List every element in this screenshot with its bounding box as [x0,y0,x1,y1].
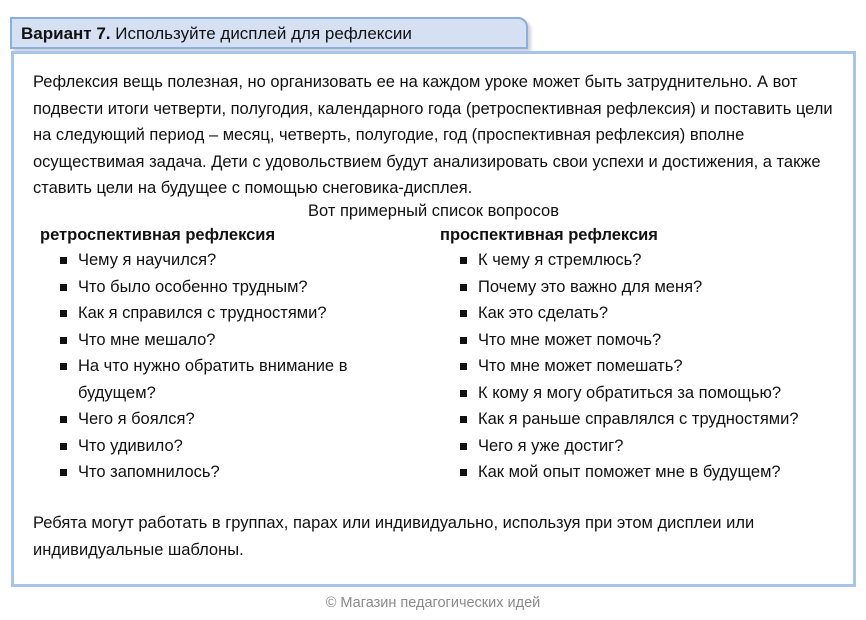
prospective-column [440,224,840,486]
list-item-text: Чего я уже достиг? [478,436,624,455]
square-bullet-icon [60,443,67,450]
list-item-text: Что запомнилось? [78,463,220,481]
square-bullet-icon [460,337,467,344]
list-item-text: На что нужно обратить внимание в будущем? [78,357,348,402]
retrospective-title: ретроспективная рефлексия [40,226,276,244]
list-item [440,380,840,407]
square-bullet-icon [60,310,67,317]
list-item [40,406,420,433]
list-item [40,433,420,460]
square-bullet-icon [460,390,467,397]
list-item-text: Что мне может помешать? [478,357,683,375]
square-bullet-icon [60,363,67,370]
list-item-text: Как мой опыт поможет мне в будущем? [478,463,781,481]
content-panel [11,51,856,587]
list-item [440,353,840,380]
questions-caption: Вот примерный список вопросов [308,202,559,220]
section-title: Используйте дисплей для рефлексии [110,24,412,43]
list-item [40,247,420,274]
list-item [40,459,420,486]
list-item-text: Чему я научился? [78,251,217,269]
list-item-text: Чего я боялся? [78,410,195,428]
list-item-text: Как я справился с трудностями? [78,304,327,322]
square-bullet-icon [460,443,467,450]
list-item [440,247,840,274]
square-bullet-icon [460,257,467,264]
list-item [40,327,420,354]
list-item [440,433,840,460]
intro-paragraph: Рефлексия вещь полезная, но организовать ее на каждом уроке может быть затруднительно. А вот подвести итоги четверти, полугодия, календарного года (ретроспективная рефлексия) и поставить цели на следующий период – месяц, четверть, полугодие, год (проспективная рефлексия) вполне осуществимая задача. Дети с удовольствием будут анализировать свои успехи и достижения, а также ставить цели на будущее с помощью снеговика-дисплея. [33,73,833,197]
prospective-list [440,247,840,486]
square-bullet-icon [460,416,467,423]
square-bullet-icon [60,416,67,423]
square-bullet-icon [460,284,467,291]
square-bullet-icon [60,284,67,291]
square-bullet-icon [60,337,67,344]
square-bullet-icon [460,363,467,370]
list-item-text: Что удивило? [78,436,183,455]
square-bullet-icon [460,469,467,476]
list-item-text: Почему это важно для меня? [478,277,703,296]
variant-number: Вариант 7. [21,24,111,43]
list-item-text: Что мне мешало? [78,330,216,349]
square-bullet-icon [60,257,67,264]
outro-paragraph: Ребята могут работать в группах, парах или индивидуально, используя при этом дисплеи или индивидуальные шаблоны. [33,514,755,559]
list-item [440,459,840,486]
list-item [440,327,840,354]
section-header [10,17,528,49]
list-item-text: К чему я стремлюсь? [478,251,642,269]
square-bullet-icon [60,469,67,476]
list-item-text: Что было особенно трудным? [78,277,308,296]
list-item-text: Как я раньше справлялся с трудностями? [478,410,799,428]
list-item-text: К кому я могу обратиться за помощью? [478,383,782,402]
list-item [40,274,420,301]
list-item [440,300,840,327]
retrospective-column [40,224,420,486]
list-item [440,406,840,433]
list-item [440,274,840,301]
list-item-text: Что мне может помочь? [478,330,662,349]
list-item [40,300,420,327]
square-bullet-icon [460,310,467,317]
prospective-title: проспективная рефлексия [440,226,658,244]
copyright-footer: © Магазин педагогических идей [325,595,541,611]
list-item [40,353,420,406]
retrospective-list [40,247,420,486]
list-item-text: Как это сделать? [478,304,609,322]
